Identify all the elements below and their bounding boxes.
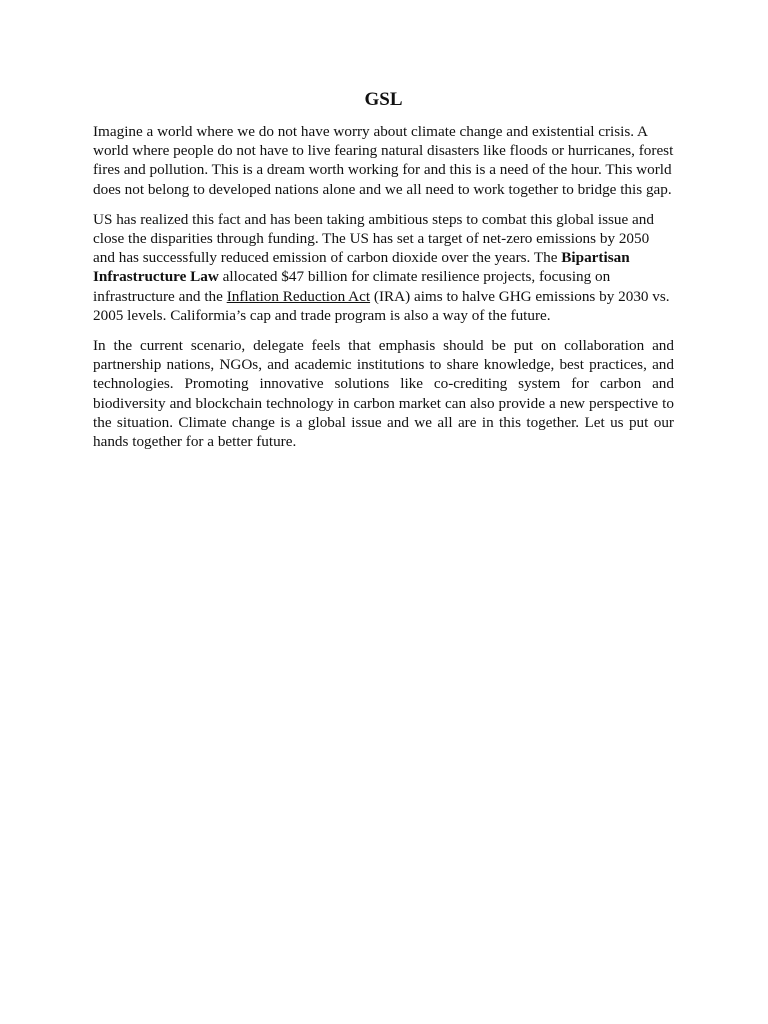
document-title: GSL xyxy=(364,89,403,110)
inflation-reduction-act-link[interactable]: Inflation Reduction Act xyxy=(226,287,371,305)
paragraph-us-actions-text-1: US has realized this fact and has been taking ambitious steps to combat this global issue and close the disparities through funding. The US has set a target of net-zero emissions by 2050 and has successfully reduced emission of carbon dioxide over the years. The xyxy=(93,210,654,267)
bipartisan-infrastructure-law-term: Bipartisan Infrastructure Law xyxy=(93,249,630,286)
paragraph-us-actions-text-3: (IRA) aims to halve GHG emissions by 2030 vs. 2005 levels. Califormia’s cap and trade program is also a way of the future. xyxy=(93,287,670,324)
paragraph-us-actions-text-2: allocated $47 billion for climate resilience projects, focusing on infrastructure and the xyxy=(93,268,611,305)
paragraph-intro: Imagine a world where we do not have worry about climate change and existential crisis. A world where people do not have to live fearing natural disasters like floods or hurricanes, forest fires and pollution. This is a dream worth working for and this is a need of the hour. This world does not belong to developed nations alone and we all need to work together to bridge this gap. xyxy=(93,123,674,198)
document-page xyxy=(93,88,674,462)
paragraph-conclusion: In the current scenario, delegate feels that emphasis should be put on collaboration and partnership nations, NGOs, and academic institutions to share knowledge, best practices, and technologies. Promoting innovative solutions like co-crediting system for carbon and biodiversity and blockchain technology in carbon market can also provide a new perspective to the situation. Climate change is a global issue and we all are in this together. Let us put our hands together for a better future. xyxy=(93,337,674,451)
paragraph-us-actions xyxy=(93,210,674,325)
